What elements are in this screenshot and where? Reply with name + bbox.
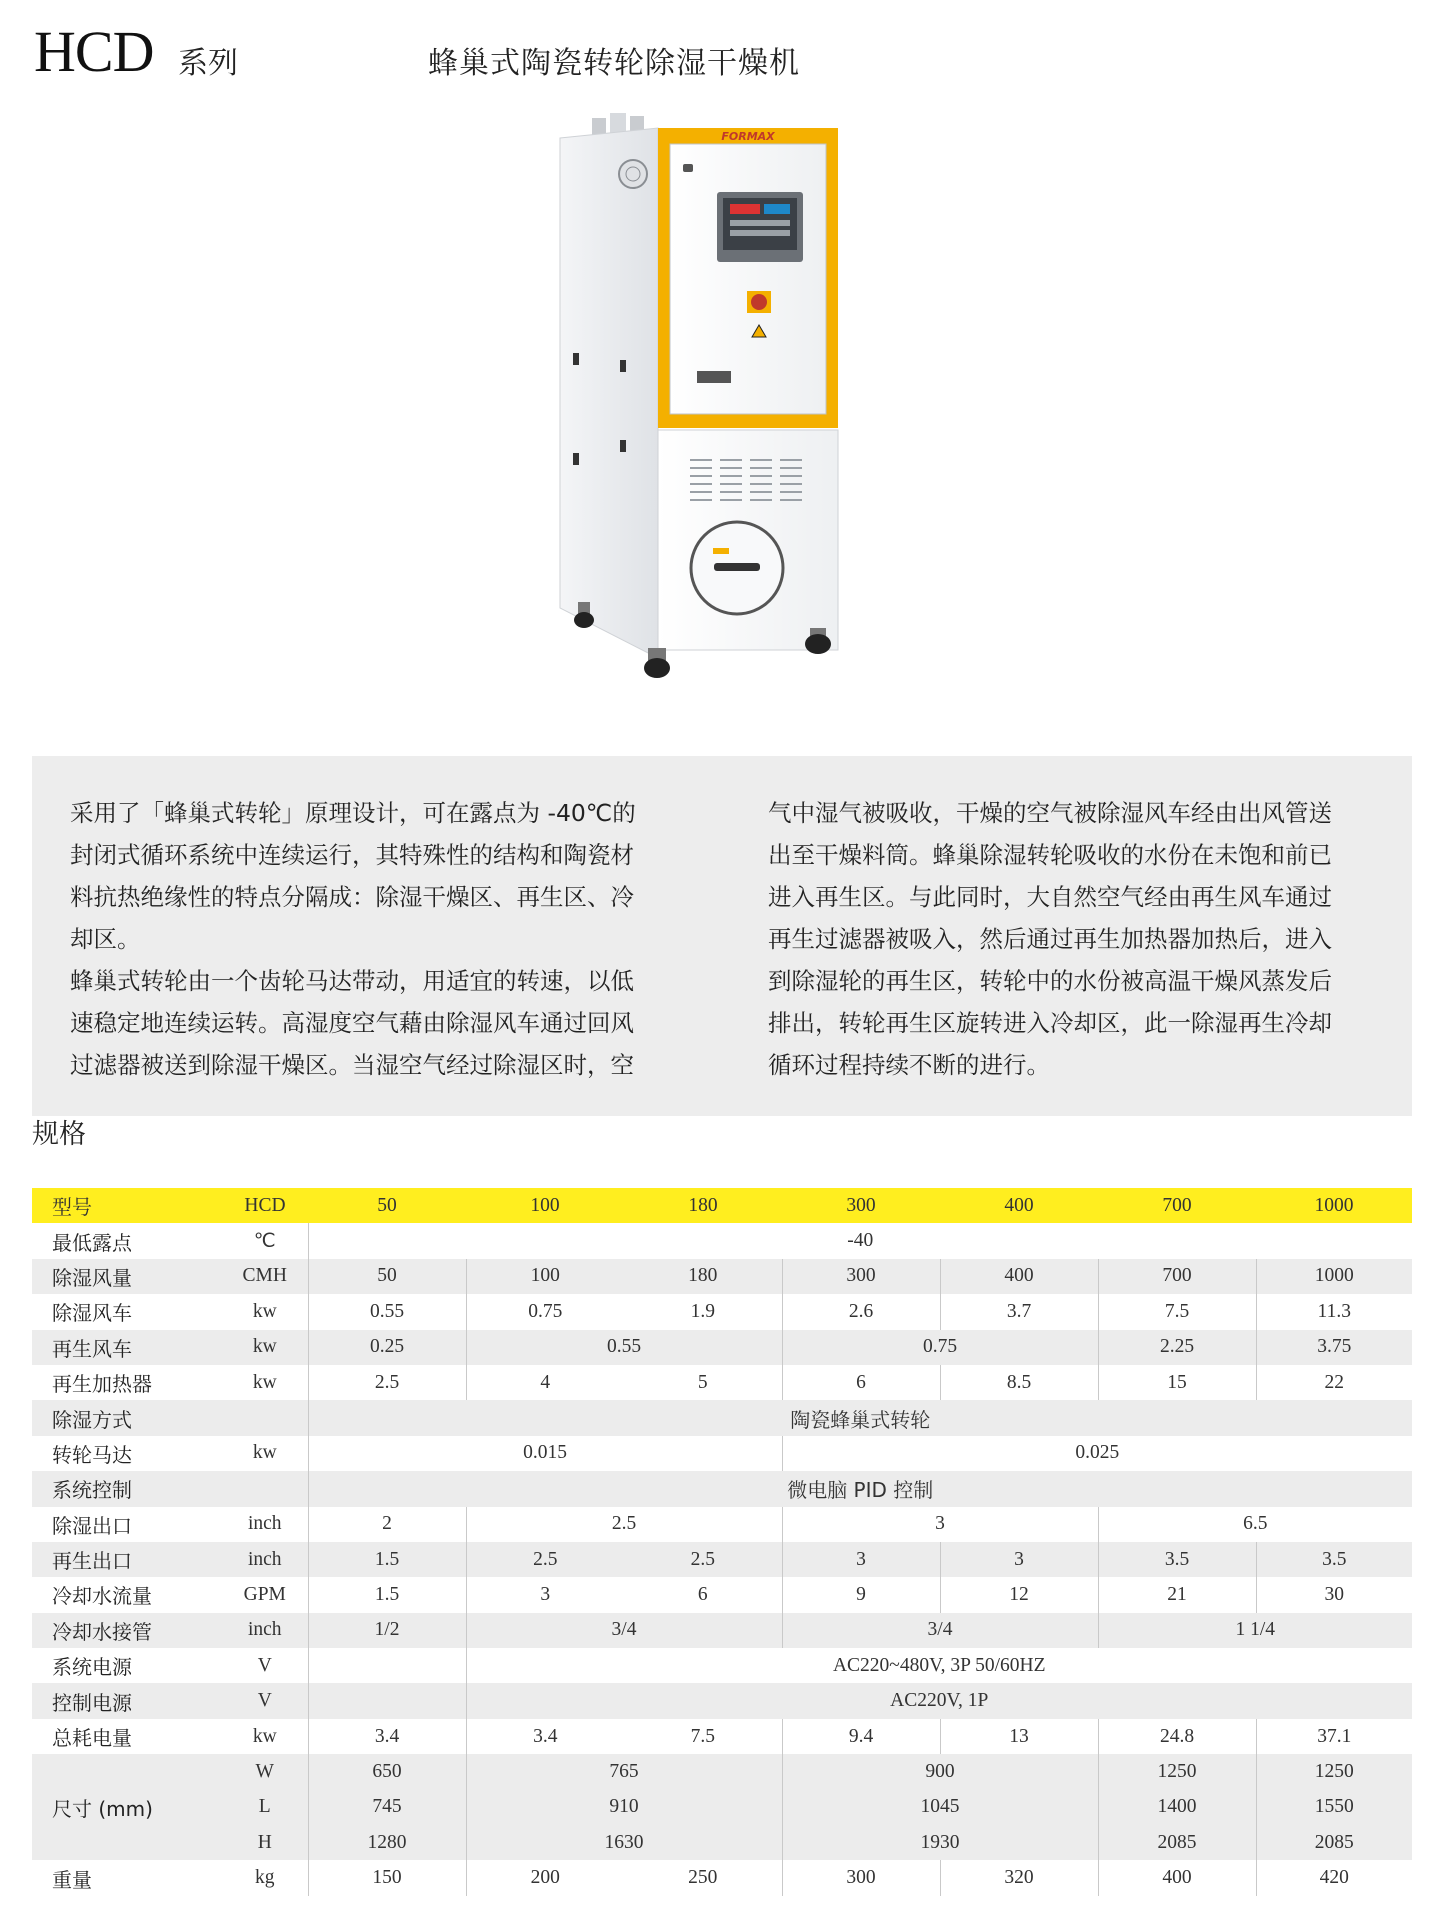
row-value: 7.5 <box>624 1719 782 1754</box>
description-line: 封闭式循环系统中连续运行，其特殊性的结构和陶瓷材 <box>70 841 634 869</box>
row-unit: kw <box>222 1719 308 1754</box>
row-name: 再生加热器 <box>32 1365 222 1400</box>
row-empty-cell <box>308 1648 466 1683</box>
row-unit: inch <box>222 1507 308 1542</box>
row-value: 3 <box>782 1542 940 1577</box>
row-name: 除湿风车 <box>32 1294 222 1329</box>
description-line: 进入再生区。与此同时，大自然空气经由再生风车通过 <box>768 883 1332 911</box>
row-value: 1/2 <box>308 1613 466 1648</box>
table-row <box>32 1259 1412 1294</box>
row-value: 1250 <box>1098 1754 1256 1789</box>
row-value: 2 <box>308 1507 466 1542</box>
header-model: 180 <box>624 1188 782 1223</box>
table-row <box>32 1825 1412 1860</box>
row-value: 765 <box>466 1754 782 1789</box>
spec-table <box>32 1188 1412 1896</box>
row-value: 1.9 <box>624 1294 782 1329</box>
row-value: 13 <box>940 1719 1098 1754</box>
row-value: 300 <box>782 1259 940 1294</box>
row-unit <box>222 1400 308 1435</box>
row-value: 1.5 <box>308 1542 466 1577</box>
header-unit: HCD <box>222 1188 308 1223</box>
row-value: 9.4 <box>782 1719 940 1754</box>
page-title: 蜂巢式陶瓷转轮除湿干燥机 <box>428 46 800 81</box>
table-row <box>32 1223 1412 1258</box>
table-row <box>32 1436 1412 1471</box>
description-line: 采用了「蜂巢式转轮」原理设计，可在露点为 -40℃的 <box>70 799 636 827</box>
description-line: 蜂巢式转轮由一个齿轮马达带动，用适宜的转速，以低 <box>70 967 634 995</box>
row-value: 3/4 <box>466 1613 782 1648</box>
table-row <box>32 1330 1412 1365</box>
row-unit: CMH <box>222 1259 308 1294</box>
row-value: 1400 <box>1098 1790 1256 1825</box>
model-code: HCD <box>34 19 154 84</box>
row-value: 4 <box>466 1365 624 1400</box>
row-unit: L <box>222 1790 308 1825</box>
table-header-row <box>32 1188 1412 1223</box>
row-value: 1.5 <box>308 1577 466 1612</box>
row-value: 6 <box>782 1365 940 1400</box>
row-unit: kw <box>222 1436 308 1471</box>
row-value: 745 <box>308 1790 466 1825</box>
row-value: 1930 <box>782 1825 1098 1860</box>
row-name: 最低露点 <box>32 1223 222 1258</box>
row-value: 2.5 <box>624 1542 782 1577</box>
row-value: 1280 <box>308 1825 466 1860</box>
row-value: 150 <box>308 1860 466 1895</box>
row-value: 200 <box>466 1860 624 1895</box>
row-unit: kw <box>222 1330 308 1365</box>
header-model: 400 <box>940 1188 1098 1223</box>
header-model: 1000 <box>1256 1188 1412 1223</box>
row-value: 700 <box>1098 1259 1256 1294</box>
row-value: 250 <box>624 1860 782 1895</box>
row-value: 0.015 <box>308 1436 782 1471</box>
row-unit: kw <box>222 1365 308 1400</box>
table-row <box>32 1613 1412 1648</box>
row-value: 400 <box>1098 1860 1256 1895</box>
description-line: 却区。 <box>70 925 141 953</box>
row-value: 1630 <box>466 1825 782 1860</box>
row-value: 3/4 <box>782 1613 1098 1648</box>
description-line: 速稳定地连续运转。高湿度空气藉由除湿风车通过回风 <box>70 1009 634 1037</box>
row-value: 3.7 <box>940 1294 1098 1329</box>
row-value: 2085 <box>1098 1825 1256 1860</box>
row-value: 37.1 <box>1256 1719 1412 1754</box>
row-name: 除湿出口 <box>32 1507 222 1542</box>
row-value: 9 <box>782 1577 940 1612</box>
header-model: 50 <box>308 1188 466 1223</box>
row-unit: GPM <box>222 1577 308 1612</box>
table-row <box>32 1683 1412 1718</box>
row-value: 2085 <box>1256 1825 1412 1860</box>
description-column-right <box>768 792 1418 1086</box>
row-value: 22 <box>1256 1365 1412 1400</box>
description-line: 出至干燥料筒。蜂巢除湿转轮吸收的水份在未饱和前已 <box>768 841 1332 869</box>
row-name: 除湿风量 <box>32 1259 222 1294</box>
row-value: 100 <box>466 1259 624 1294</box>
row-value: 900 <box>782 1754 1098 1789</box>
row-value: 180 <box>624 1259 782 1294</box>
row-value: 11.3 <box>1256 1294 1412 1329</box>
row-unit: ℃ <box>222 1223 308 1258</box>
header-model: 700 <box>1098 1188 1256 1223</box>
row-name: 再生风车 <box>32 1330 222 1365</box>
row-value: 陶瓷蜂巢式转轮 <box>308 1400 1412 1435</box>
row-value: 5 <box>624 1365 782 1400</box>
row-value: 3 <box>466 1577 624 1612</box>
row-value: 1045 <box>782 1790 1098 1825</box>
header-model: 100 <box>466 1188 624 1223</box>
description-line: 再生过滤器被吸入，然后通过再生加热器加热后，进入 <box>768 925 1332 953</box>
row-name: 系统控制 <box>32 1471 222 1506</box>
row-value: 8.5 <box>940 1365 1098 1400</box>
row-value: 1 1/4 <box>1098 1613 1412 1648</box>
row-unit: H <box>222 1825 308 1860</box>
row-value: 2.5 <box>308 1365 466 1400</box>
row-name: 再生出口 <box>32 1542 222 1577</box>
table-row <box>32 1648 1412 1683</box>
description-line: 排出，转轮再生区旋转进入冷却区，此一除湿再生冷却 <box>768 1009 1332 1037</box>
row-name: 重量 <box>32 1860 222 1895</box>
row-value: 6.5 <box>1098 1507 1412 1542</box>
row-value: 2.6 <box>782 1294 940 1329</box>
row-value: 1000 <box>1256 1259 1412 1294</box>
row-unit: inch <box>222 1542 308 1577</box>
row-value: 6 <box>624 1577 782 1612</box>
row-value: 400 <box>940 1259 1098 1294</box>
row-unit: V <box>222 1683 308 1718</box>
row-name: 冷却水接管 <box>32 1613 222 1648</box>
row-value: 30 <box>1256 1577 1412 1612</box>
dehumidifier-machine-image <box>540 108 910 686</box>
row-value: 3.5 <box>1256 1542 1412 1577</box>
row-value: 3 <box>782 1507 1098 1542</box>
row-value: 2.5 <box>466 1507 782 1542</box>
row-value: 3.75 <box>1256 1330 1412 1365</box>
row-value: 2.25 <box>1098 1330 1256 1365</box>
row-value: 0.55 <box>308 1294 466 1329</box>
formax-logo: FORMAX <box>721 130 775 143</box>
spec-section-title: 规格 <box>32 1119 86 1150</box>
row-name: 冷却水流量 <box>32 1577 222 1612</box>
table-row <box>32 1577 1412 1612</box>
row-value: 320 <box>940 1860 1098 1895</box>
row-value: 420 <box>1256 1860 1412 1895</box>
description-column-left <box>70 792 720 1086</box>
row-unit: kg <box>222 1860 308 1895</box>
row-value: 3 <box>940 1542 1098 1577</box>
row-value: 3.4 <box>466 1719 624 1754</box>
row-value: 50 <box>308 1259 466 1294</box>
row-value: 7.5 <box>1098 1294 1256 1329</box>
row-name: 尺寸 (mm) <box>32 1754 222 1860</box>
row-value: 0.55 <box>466 1330 782 1365</box>
row-name: 总耗电量 <box>32 1719 222 1754</box>
header-name: 型号 <box>32 1188 222 1223</box>
row-name: 系统电源 <box>32 1648 222 1683</box>
row-value: 15 <box>1098 1365 1256 1400</box>
row-value: 300 <box>782 1860 940 1895</box>
row-unit: W <box>222 1754 308 1789</box>
table-row <box>32 1471 1412 1506</box>
description-line: 料抗热绝缘性的特点分隔成：除湿干燥区、再生区、冷 <box>70 883 634 911</box>
row-value: 21 <box>1098 1577 1256 1612</box>
description-line: 循环过程持续不断的进行。 <box>768 1051 1050 1079</box>
row-value: 3.5 <box>1098 1542 1256 1577</box>
description-line: 到除湿轮的再生区，转轮中的水份被高温干燥风蒸发后 <box>768 967 1332 995</box>
table-row <box>32 1294 1412 1329</box>
row-value: 微电脑 PID 控制 <box>308 1471 1412 1506</box>
header-model: 300 <box>782 1188 940 1223</box>
row-name: 控制电源 <box>32 1683 222 1718</box>
row-value: 2.5 <box>466 1542 624 1577</box>
row-value: 0.25 <box>308 1330 466 1365</box>
description-line: 气中湿气被吸收，干燥的空气被除湿风车经由出风管送 <box>768 799 1332 827</box>
row-value: AC220~480V, 3P 50/60HZ <box>466 1648 1412 1683</box>
row-value: 0.75 <box>782 1330 1098 1365</box>
table-row <box>32 1365 1412 1400</box>
row-value: AC220V, 1P <box>466 1683 1412 1718</box>
table-row <box>32 1542 1412 1577</box>
series-label: 系列 <box>178 46 238 81</box>
description-panel <box>32 756 1412 1116</box>
table-row <box>32 1400 1412 1435</box>
table-row <box>32 1507 1412 1542</box>
row-value: -40 <box>308 1223 1412 1258</box>
row-value: 3.4 <box>308 1719 466 1754</box>
row-value: 910 <box>466 1790 782 1825</box>
row-value: 1550 <box>1256 1790 1412 1825</box>
row-value: 24.8 <box>1098 1719 1256 1754</box>
row-unit: inch <box>222 1613 308 1648</box>
row-value: 650 <box>308 1754 466 1789</box>
row-value: 12 <box>940 1577 1098 1612</box>
table-row <box>32 1754 1412 1789</box>
row-name: 转轮马达 <box>32 1436 222 1471</box>
table-row <box>32 1719 1412 1754</box>
row-unit <box>222 1471 308 1506</box>
description-line: 过滤器被送到除湿干燥区。当湿空气经过除湿区时，空 <box>70 1051 634 1079</box>
row-unit: V <box>222 1648 308 1683</box>
row-value: 1250 <box>1256 1754 1412 1789</box>
row-value: 0.75 <box>466 1294 624 1329</box>
row-unit: kw <box>222 1294 308 1329</box>
row-name: 除湿方式 <box>32 1400 222 1435</box>
row-value: 0.025 <box>782 1436 1412 1471</box>
table-row <box>32 1790 1412 1825</box>
row-empty-cell <box>308 1683 466 1718</box>
table-row <box>32 1860 1412 1895</box>
